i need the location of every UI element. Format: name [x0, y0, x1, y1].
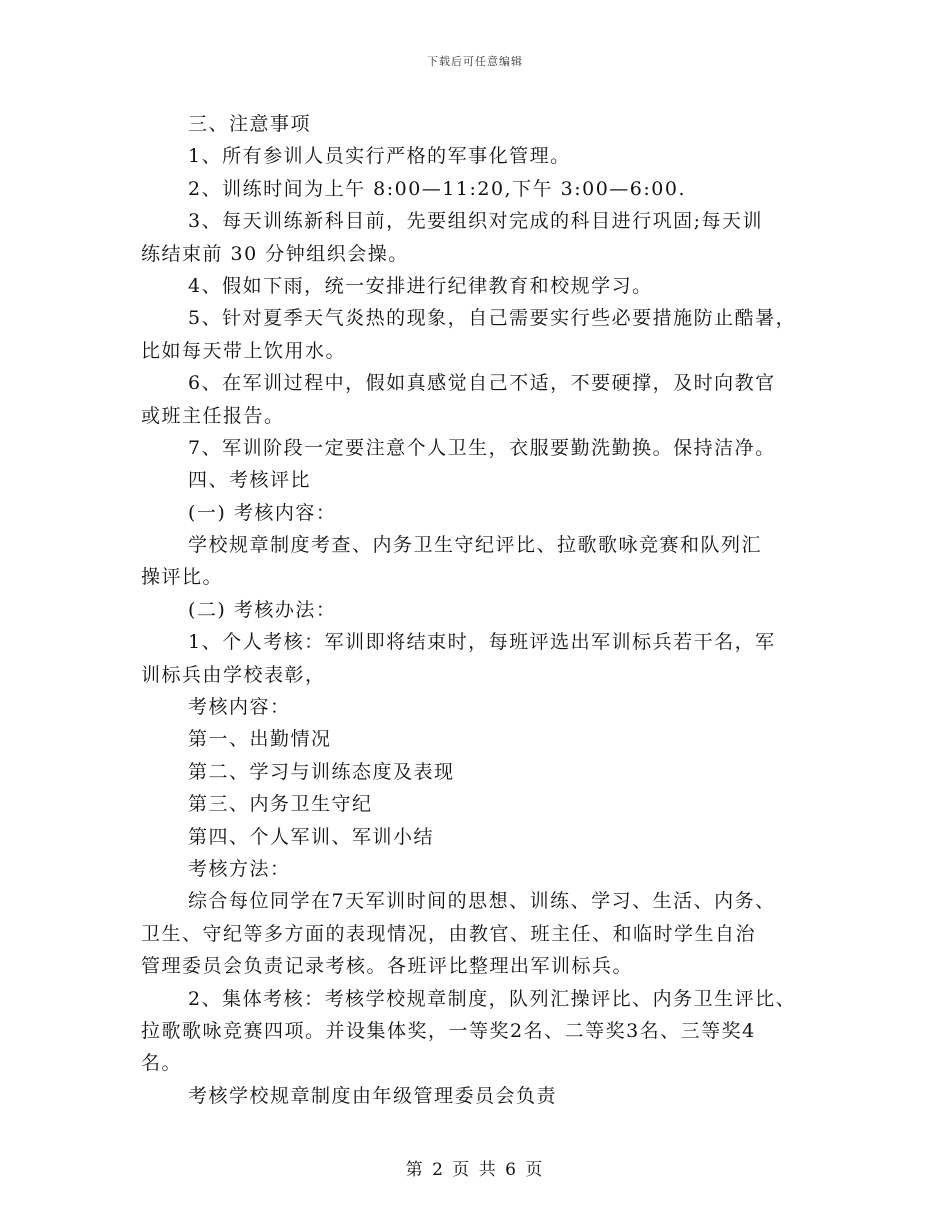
text-line: 四、考核评比	[188, 469, 312, 492]
text-line: 综合每位同学在7天军训时间的思想、训练、学习、生活、内务、	[188, 890, 776, 913]
text-line: 名。	[141, 1052, 183, 1075]
text-line: 1、所有参训人员实行严格的军事化管理。	[188, 145, 571, 168]
text-line: 第一、出勤情况	[188, 728, 332, 751]
text-line: 或班主任报告。	[141, 404, 285, 427]
page-number: 第 2 页 共 6 页	[405, 1160, 545, 1180]
text-line: 练结束前 30 分钟组织会操。	[141, 242, 409, 265]
document-body	[141, 108, 821, 1112]
text-line: 6、在军训过程中，假如真感觉自己不适，不要硬撑，及时向教官	[188, 372, 776, 395]
text-line: 第三、内务卫生守纪	[188, 793, 373, 816]
text-line: 第四、个人军训、军训小结	[188, 825, 435, 848]
text-line: 管理委员会负责记录考核。各班评比整理出军训标兵。	[141, 955, 634, 978]
text-line: 操评比。	[141, 566, 224, 589]
text-line: 三、注意事项	[188, 113, 312, 135]
text-line: (二) 考核办法：	[188, 598, 337, 621]
text-line: 拉歌歌咏竞赛四项。并设集体奖，一等奖2名、二等奖3名、三等奖4	[141, 1019, 756, 1042]
text-line: 学校规章制度考查、内务卫生守纪评比、拉歌歌咏竞赛和队列汇	[188, 534, 763, 557]
text-line: 比如每天带上饮用水。	[141, 339, 347, 362]
text-line: 2、训练时间为上午 8:00—11:20,下午 3:00—6:00.	[188, 177, 687, 200]
page-header: 下载后可任意编辑	[427, 55, 523, 68]
text-line: 2、集体考核：考核学校规章制度，队列汇操评比、内务卫生评比、	[188, 987, 797, 1010]
text-line: 4、假如下雨，统一安排进行纪律教育和校规学习。	[188, 274, 653, 297]
text-line: 训标兵由学校表彰，	[141, 663, 326, 686]
text-line: (一) 考核内容：	[188, 501, 337, 524]
text-line: 1、个人考核：军训即将结束时，每班评选出军训标兵若干名，军	[188, 631, 776, 654]
text-line: 5、针对夏季天气炎热的现象，自己需要实行些必要措施防止酷暑，	[188, 307, 797, 330]
text-line: 7、军训阶段一定要注意个人卫生，衣服要勤洗勤换。保持洁净。	[188, 436, 776, 459]
text-line: 卫生、守纪等多方面的表现情况，由教官、班主任、和临时学生自治	[141, 922, 757, 945]
text-line: 考核内容：	[188, 696, 291, 719]
text-line: 考核方法：	[188, 857, 291, 880]
text-line: 考核学校规章制度由年级管理委员会负责	[188, 1084, 558, 1107]
text-line: 3、每天训练新科目前，先要组织对完成的科目进行巩固;每天训	[188, 210, 763, 233]
text-line: 第二、学习与训练态度及表现	[188, 760, 455, 783]
